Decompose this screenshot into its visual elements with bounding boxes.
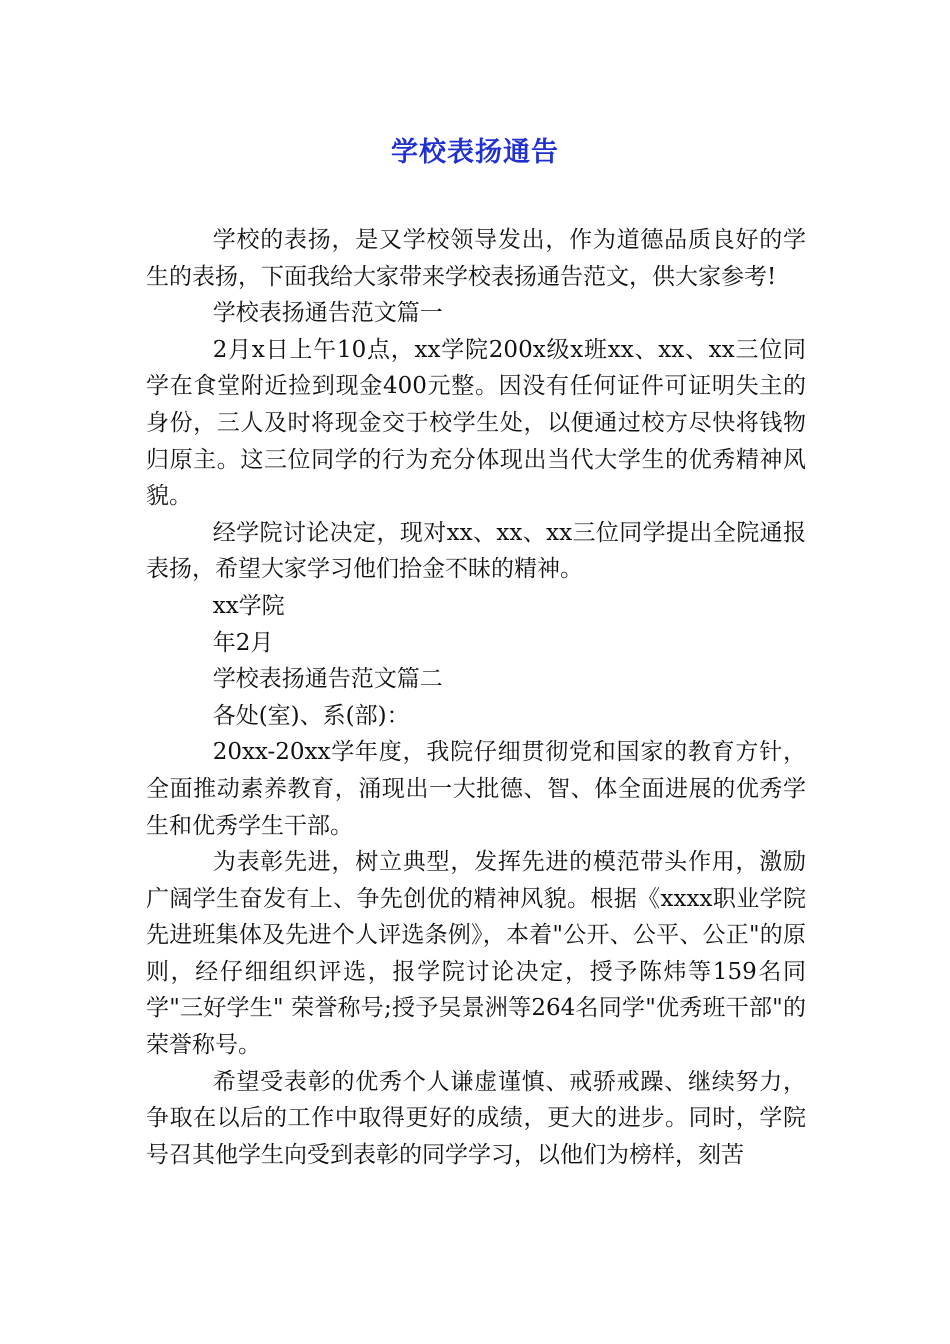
- salutation: 各处(室)、系(部)：: [212, 702, 410, 729]
- paragraph: 经学院讨论决定，现对xx、xx、xx三位同学提出全院通报表扬，希望大家学习他们拾金不昧的精神。: [146, 519, 806, 583]
- paragraph: 2月x日上午10点，xx学院200x级x班xx、xx、xx三位同学在食堂附近捡到现金400元整。因没有任何证件可证明失主的身份，三人及时将现金交于校学生处，以便通过校方尽快将钱物归原主。这三位同学的行为充分体现出当代大学生的优秀精神风貌。: [146, 336, 806, 510]
- section-heading-one: 学校表扬通告范文篇一: [212, 300, 443, 327]
- section-heading-two: 学校表扬通告范文篇二: [212, 666, 443, 693]
- paragraph: 希望受表彰的优秀个人谦虚谨慎、戒骄戒躁、继续努力，争取在以后的工作中取得更好的成绩，更大的进步。同时，学院号召其他学生向受到表彰的同学学习，以他们为榜样，刻苦: [146, 1068, 806, 1168]
- paragraph-intro: 学校的表扬，是又学校领导发出，作为道德品质良好的学生的表扬，下面我给大家带来学校表扬通告范文，供大家参考!: [146, 227, 806, 290]
- signature-org: xx学院: [212, 592, 285, 619]
- document-title: 学校表扬通告: [391, 137, 559, 168]
- document-body: [146, 222, 806, 1173]
- paragraph: 20xx-20xx学年度，我院仔细贯彻党和国家的教育方针，全面推动素养教育，涌现出一大批德、智、体全面进展的优秀学生和优秀学生干部。: [146, 739, 806, 839]
- signature-date: 年2月: [212, 629, 274, 656]
- paragraph: 为表彰先进，树立典型，发挥先进的模范带头作用，激励广阔学生奋发有上、争先创优的精神风貌。根据《xxxx职业学院先进班集体及先进个人评选条例》，本着"公开、公平、公正"的原则，经仔细组织评选，报学院讨论决定，授予陈炜等159名同学"三好学生" 荣誉称号;授予吴景洲等264名同学"优秀班干部"的荣誉称号。: [146, 849, 806, 1059]
